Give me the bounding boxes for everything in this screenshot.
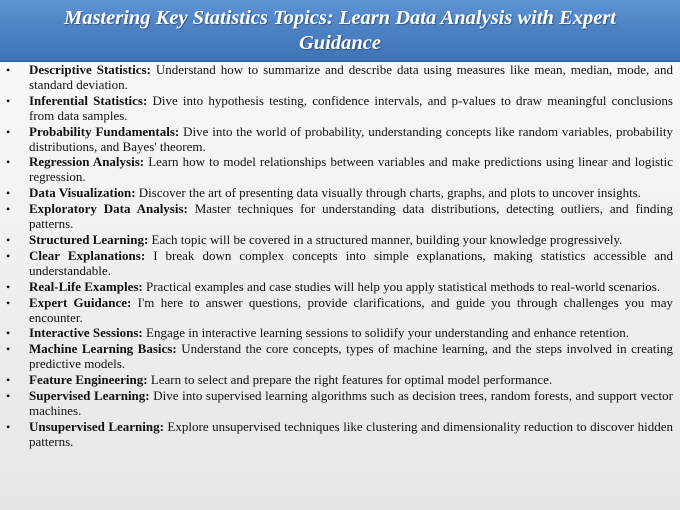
bullet-icon: • <box>6 342 11 357</box>
topic-item <box>0 94 680 124</box>
topic-item <box>0 155 680 185</box>
page-title: Mastering Key Statistics Topics: Learn Data Analysis with Expert Guidance <box>63 6 617 54</box>
topic-item <box>0 280 680 295</box>
bullet-icon: • <box>6 326 11 341</box>
topic-description: I'm here to answer questions, provide clarifications, and guide you through challenges you may encounter. <box>29 294 673 325</box>
topic-term: Unsupervised Learning: <box>29 418 164 434</box>
title-banner <box>0 0 680 62</box>
topic-term: Descriptive Statistics: <box>29 62 151 77</box>
bullet-icon: • <box>6 63 11 77</box>
topic-description: Learn to select and prepare the right features for optimal model performance. <box>147 372 553 388</box>
topic-term: Machine Learning Basics: <box>29 341 177 357</box>
topic-term: Data Visualization: <box>29 185 136 201</box>
topic-description: Engage in interactive learning sessions to solidify your understanding and enhance retention. <box>142 325 630 341</box>
topic-term: Structured Learning: <box>29 231 149 247</box>
topic-term: Supervised Learning: <box>29 388 150 404</box>
topic-item <box>0 202 680 232</box>
bullet-icon: • <box>6 419 11 434</box>
topic-item <box>0 389 680 419</box>
topic-item <box>0 63 680 93</box>
topic-description: Dive into the world of probability, understanding concepts like random variables, probability distributions, and Bayes' theorem. <box>29 123 674 154</box>
bullet-icon: • <box>6 124 11 139</box>
topic-description: Understand the core concepts, types of machine learning, and the steps involved in creating predictive models. <box>29 341 673 372</box>
topic-term: Interactive Sessions: <box>29 325 143 341</box>
topic-item <box>0 233 680 248</box>
bullet-icon: • <box>6 202 11 217</box>
topic-term: Clear Explanations: <box>29 247 146 263</box>
topic-item <box>0 249 680 279</box>
topic-description: Each topic will be covered in a structured manner, building your knowledge progressively. <box>148 231 623 247</box>
topic-term: Feature Engineering: <box>29 372 148 388</box>
topic-description: Discover the art of presenting data visually through charts, graphs, and plots to uncover insights. <box>135 185 641 201</box>
topic-term: Expert Guidance: <box>29 294 132 310</box>
bullet-icon: • <box>6 93 11 108</box>
bullet-icon: • <box>6 373 11 388</box>
bullet-icon: • <box>6 232 11 247</box>
topic-term: Exploratory Data Analysis: <box>29 201 188 217</box>
topic-description: Dive into supervised learning algorithms such as decision trees, random forests, and support vector machines. <box>29 388 674 418</box>
bullet-icon: • <box>6 186 11 201</box>
topic-item <box>0 186 680 201</box>
topic-item <box>0 342 680 372</box>
topic-description: Dive into hypothesis testing, confidence intervals, and p-values to draw meaningful conclusions from data samples. <box>29 92 673 123</box>
topic-item <box>0 296 680 326</box>
topic-item <box>0 326 680 341</box>
topic-description: Practical examples and case studies will help you apply statistical methods to real-world scenarios. <box>142 278 661 294</box>
topic-term: Probability Fundamentals: <box>29 123 180 139</box>
topic-description: I break down complex concepts into simple explanations, making statistics accessible and understandable. <box>29 247 674 278</box>
bullet-icon: • <box>6 155 11 170</box>
topic-description: Master techniques for understanding data distributions, detecting outliers, and finding patterns. <box>29 201 673 232</box>
bullet-icon: • <box>6 279 11 294</box>
topic-term: Inferential Statistics: <box>29 92 148 108</box>
topic-description: Explore unsupervised techniques like clustering and dimensionality reduction to discover hidden patterns. <box>29 418 673 449</box>
topic-term: Regression Analysis: <box>29 154 145 170</box>
topic-item <box>0 125 680 155</box>
topic-term: Real-Life Examples: <box>29 278 143 294</box>
bullet-icon: • <box>6 389 11 404</box>
topic-item <box>0 420 680 450</box>
topic-description: Learn how to model relationships between variables and make predictions using linear and logistic regression. <box>29 154 674 185</box>
topic-item <box>0 373 680 388</box>
topic-list <box>0 63 680 451</box>
bullet-icon: • <box>6 295 11 310</box>
bullet-icon: • <box>6 248 11 263</box>
topic-description: Understand how to summarize and describe data using measures like mean, median, mode, and standard deviation. <box>29 62 674 92</box>
